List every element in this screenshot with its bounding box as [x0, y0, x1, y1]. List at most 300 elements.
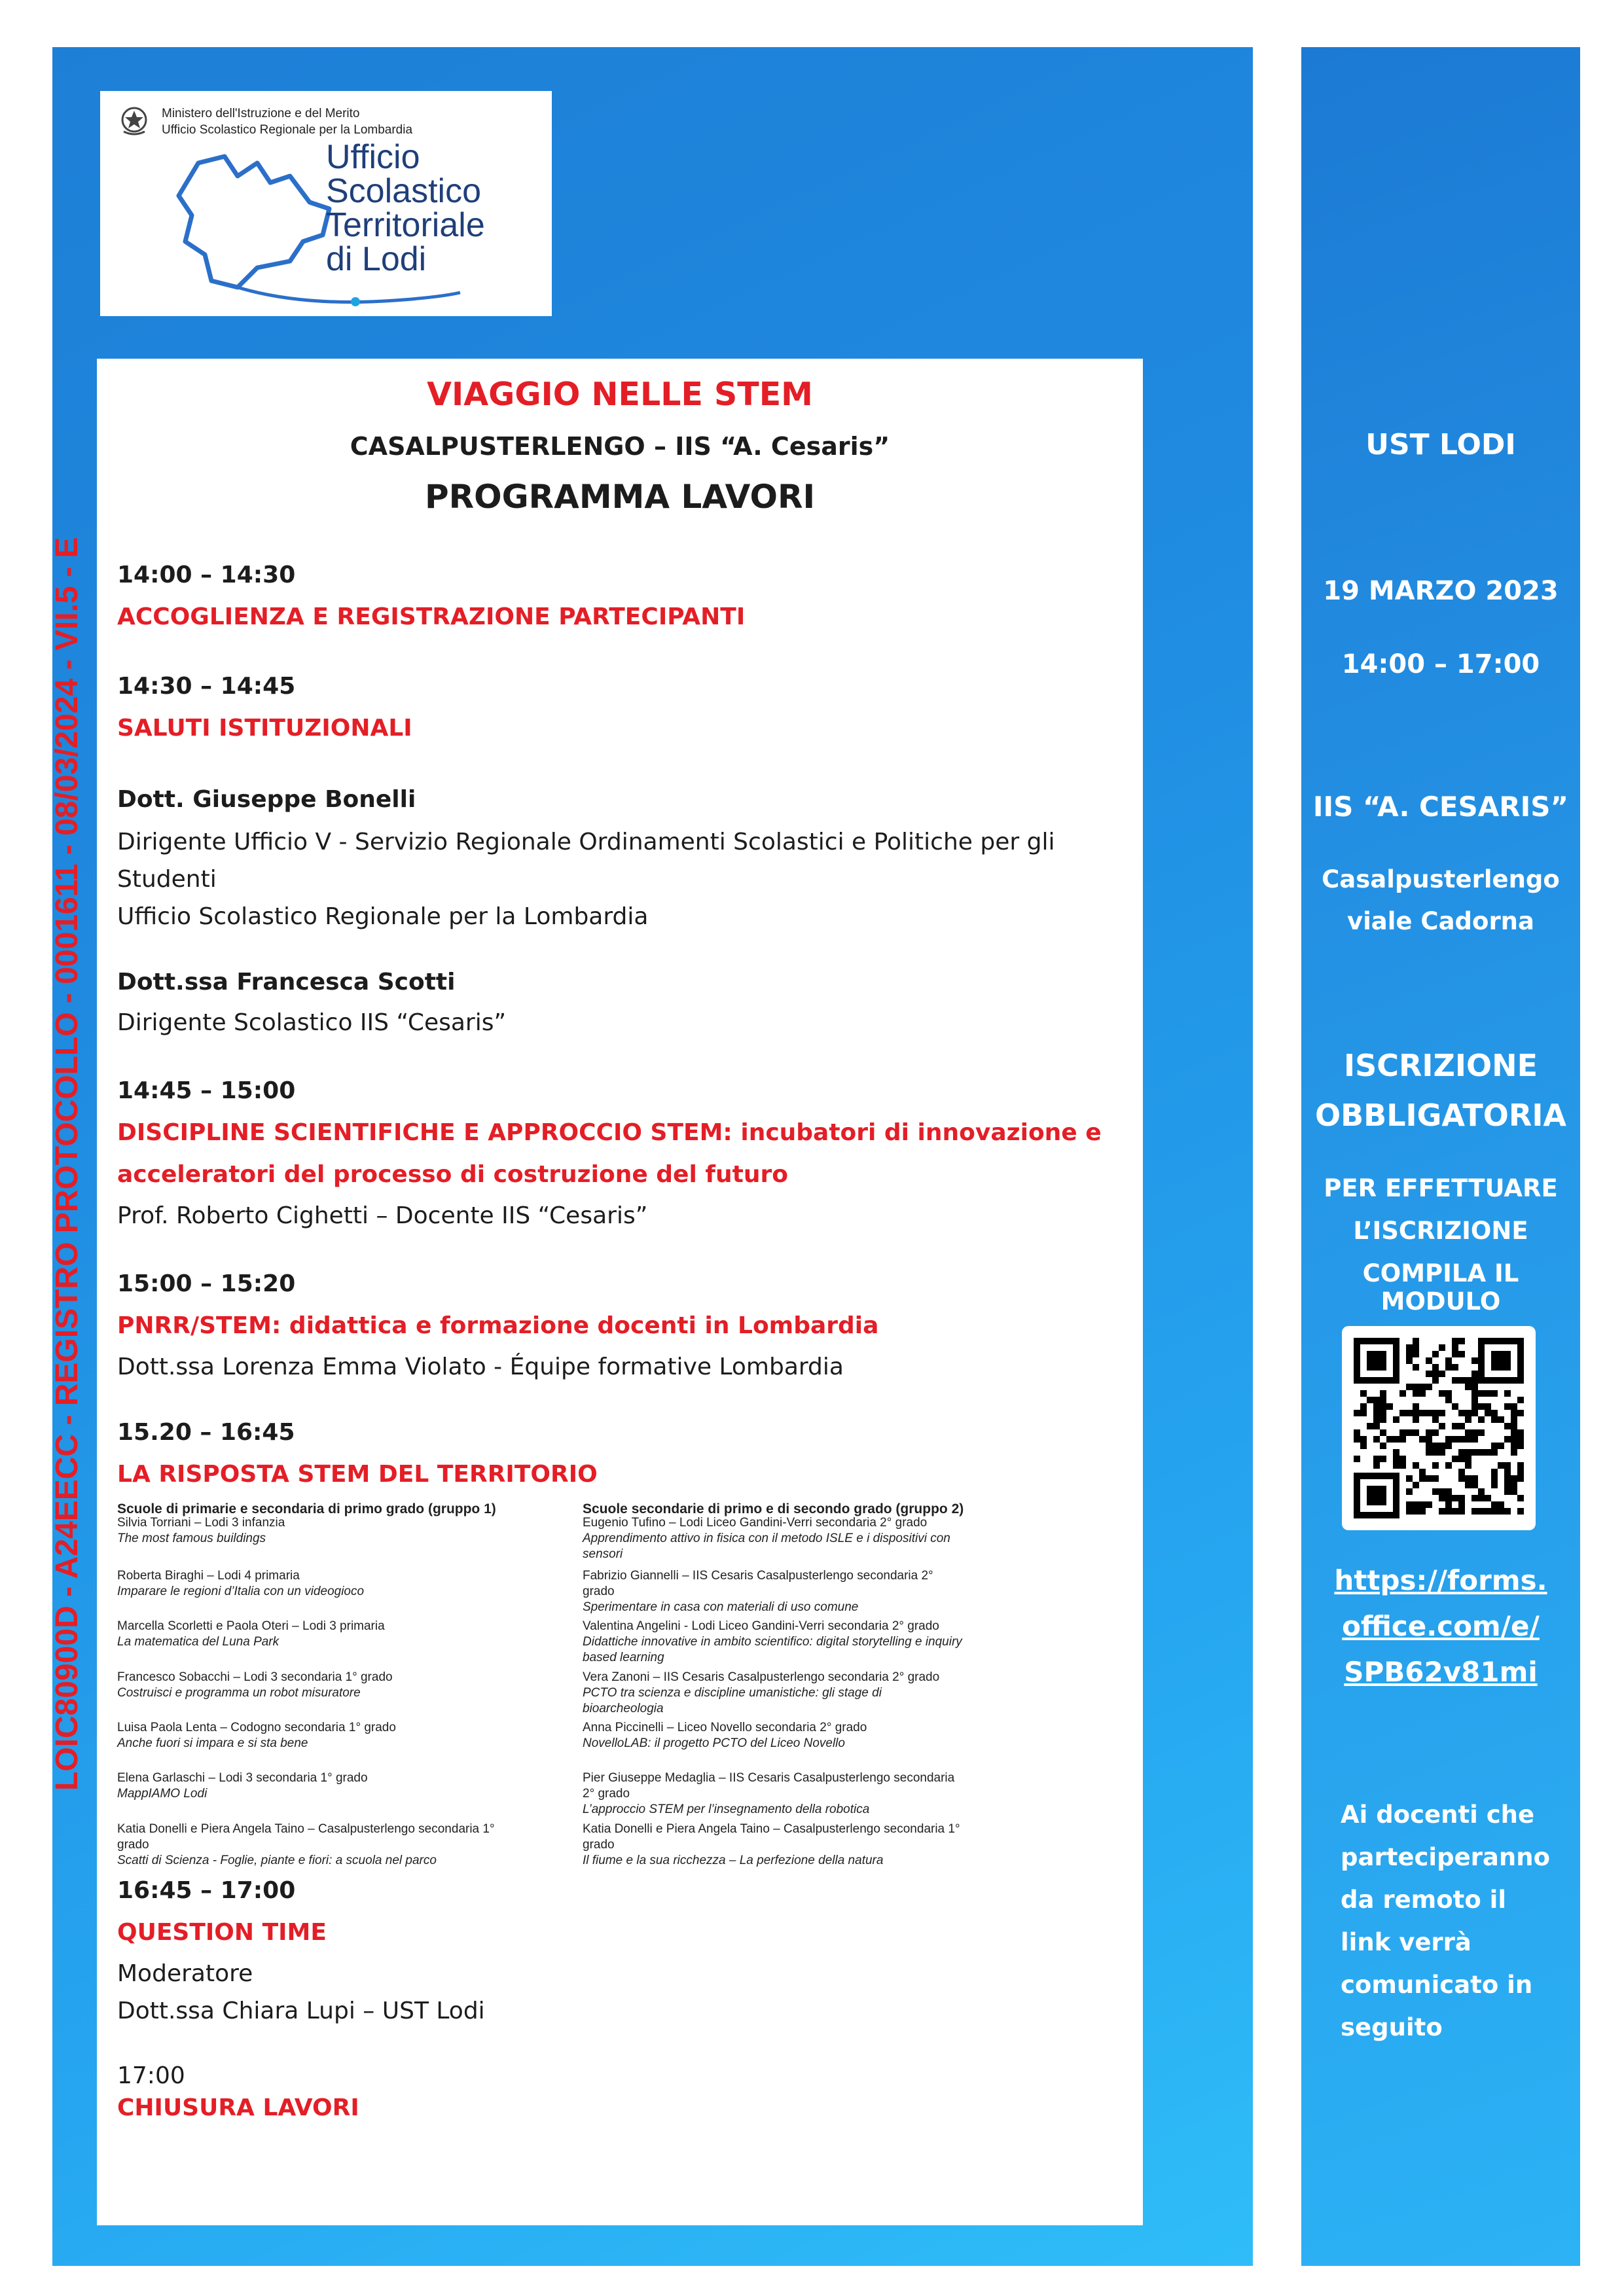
qr-module	[1406, 1475, 1413, 1482]
qr-module	[1406, 1344, 1413, 1351]
qr-module	[1399, 1436, 1406, 1443]
qr-module	[1517, 1397, 1524, 1403]
qr-module	[1498, 1416, 1504, 1423]
qr-module	[1478, 1488, 1485, 1495]
session-title: LA RISPOSTA STEM DEL TERRITORIO	[117, 1461, 598, 1488]
logo-title-line-3: Territoriale	[326, 206, 485, 244]
qr-module	[1485, 1495, 1491, 1501]
qr-module	[1511, 1482, 1517, 1488]
qr-module	[1458, 1423, 1465, 1429]
qr-module	[1373, 1397, 1380, 1403]
qr-module	[1478, 1403, 1485, 1410]
qr-module	[1458, 1377, 1465, 1384]
qr-module	[1445, 1495, 1452, 1501]
qr-module	[1511, 1449, 1517, 1456]
project-title: NovelloLAB: il progetto PCTO del Liceo Novello	[583, 1736, 845, 1750]
qr-module	[1354, 1410, 1360, 1416]
qr-module	[1491, 1449, 1498, 1456]
schools-table	[117, 1501, 1125, 1874]
registration-line-1: ISCRIZIONE	[1343, 1048, 1538, 1083]
qr-module	[1452, 1364, 1458, 1371]
qr-module	[1498, 1501, 1504, 1508]
qr-module	[1373, 1436, 1380, 1443]
qr-module	[1471, 1429, 1478, 1436]
qr-module	[1360, 1443, 1367, 1449]
speaker-role: Studenti	[117, 866, 217, 893]
registration-url-line-1[interactable]: https://forms.	[1334, 1564, 1547, 1596]
qr-module	[1465, 1449, 1471, 1456]
qr-module	[1485, 1403, 1491, 1410]
qr-module	[1445, 1390, 1452, 1397]
project-title: L’approccio STEM per l’insegnamento della robotica	[583, 1803, 870, 1816]
qr-module	[1517, 1443, 1524, 1449]
qr-module	[1419, 1384, 1426, 1390]
school-entry	[583, 1720, 867, 1751]
qr-module	[1465, 1482, 1471, 1488]
qr-module	[1406, 1429, 1413, 1436]
qr-module	[1452, 1403, 1458, 1410]
qr-module	[1419, 1501, 1426, 1508]
qr-module	[1471, 1390, 1478, 1397]
italian-republic-emblem-icon	[120, 104, 149, 137]
school-entry	[117, 1770, 368, 1802]
qr-module	[1432, 1410, 1439, 1416]
speaker-name: Dott. Giuseppe Bonelli	[117, 786, 416, 813]
school-entry	[583, 1515, 964, 1562]
speaker-role: Ufficio Scolastico Regionale per la Lombardia	[117, 903, 649, 930]
session-title: DISCIPLINE SCIENTIFICHE E APPROCCIO STEM: incubatori di innovazione e	[117, 1119, 1102, 1146]
teacher-school: Vera Zanoni – IIS Cesaris Casalpusterlengo secondaria 2° grado	[583, 1670, 940, 1684]
group-2-heading: Scuole secondarie di primo e di secondo grado (gruppo 2)	[583, 1501, 964, 1516]
qr-module	[1511, 1423, 1517, 1429]
qr-module	[1511, 1436, 1517, 1443]
qr-module	[1485, 1449, 1491, 1456]
project-title: La matematica del Luna Park	[117, 1635, 280, 1649]
qr-module	[1491, 1410, 1498, 1416]
project-title: Il fiume e la sua ricchezza – La perfezione della natura	[583, 1854, 884, 1867]
project-title: Costruisci e programma un robot misuratore	[117, 1686, 361, 1700]
logo-title	[326, 140, 485, 276]
qr-module	[1426, 1501, 1432, 1508]
qr-module	[1413, 1482, 1419, 1488]
qr-module	[1439, 1371, 1445, 1377]
qr-module	[1419, 1508, 1426, 1515]
school-entry	[117, 1619, 385, 1650]
qr-module	[1354, 1456, 1360, 1462]
qr-module	[1413, 1351, 1419, 1357]
registration-qr-code[interactable]	[1342, 1326, 1536, 1530]
qr-module	[1426, 1443, 1432, 1449]
session-time: 14:45 – 15:00	[117, 1077, 296, 1104]
speaker-line: Dott.ssa Lorenza Emma Violato - Équipe formative Lombardia	[117, 1354, 844, 1380]
qr-module	[1445, 1357, 1452, 1364]
qr-module	[1471, 1397, 1478, 1403]
session-time: 15.20 – 16:45	[117, 1419, 295, 1446]
qr-module	[1413, 1416, 1419, 1423]
qr-module	[1380, 1390, 1386, 1397]
qr-module	[1406, 1357, 1413, 1364]
remote-note-line: da remoto il	[1341, 1886, 1507, 1914]
qr-module	[1471, 1508, 1478, 1515]
qr-module	[1373, 1403, 1380, 1410]
teacher-school: Elena Garlaschi – Lodi 3 secondaria 1° grado	[117, 1771, 368, 1785]
qr-module	[1478, 1449, 1485, 1456]
page-title: VIAGGIO NELLE STEM	[427, 376, 813, 413]
qr-module	[1432, 1416, 1439, 1423]
speaker-line: Prof. Roberto Cighetti – Docente IIS “Cesaris”	[117, 1202, 648, 1229]
qr-module	[1498, 1462, 1504, 1469]
qr-module	[1354, 1436, 1360, 1443]
qr-module	[1471, 1410, 1478, 1416]
qr-module	[1413, 1364, 1419, 1371]
qr-module	[1504, 1475, 1511, 1482]
qr-module	[1511, 1416, 1517, 1423]
qr-module	[1458, 1508, 1465, 1515]
qr-module	[1413, 1344, 1419, 1351]
qr-module	[1419, 1390, 1426, 1397]
school-entry	[117, 1515, 285, 1547]
qr-module	[1491, 1443, 1498, 1449]
session-time: 14:30 – 14:45	[117, 673, 296, 700]
ust-lodi-logo	[100, 91, 552, 316]
remote-note-line: link verrà	[1341, 1928, 1471, 1956]
qr-module	[1445, 1508, 1452, 1515]
remote-note-line: parteciperanno	[1341, 1843, 1550, 1871]
qr-module	[1432, 1462, 1439, 1469]
qr-module	[1413, 1501, 1419, 1508]
qr-module	[1406, 1384, 1413, 1390]
ministry-line-2: Ufficio Scolastico Regionale per la Lombardia	[162, 123, 413, 137]
qr-module	[1452, 1508, 1458, 1515]
qr-module	[1452, 1351, 1458, 1357]
qr-module	[1511, 1403, 1517, 1410]
qr-module	[1393, 1416, 1399, 1423]
teacher-school: Pier Giuseppe Medaglia – IIS Cesaris Casalpusterlengo secondaria 2° grado	[583, 1771, 955, 1801]
qr-module	[1458, 1501, 1465, 1508]
school-entry	[583, 1568, 964, 1615]
qr-module	[1380, 1429, 1386, 1436]
school-entry	[117, 1821, 496, 1869]
teacher-school: Eugenio Tufino – Lodi Liceo Gandini-Verri secondaria 2° grado	[583, 1516, 928, 1530]
qr-module	[1439, 1488, 1445, 1495]
qr-module	[1373, 1423, 1380, 1429]
qr-module	[1491, 1469, 1498, 1475]
qr-module	[1373, 1462, 1380, 1469]
qr-module	[1504, 1423, 1511, 1429]
qr-module	[1471, 1449, 1478, 1456]
speaker-role: Dirigente Scolastico IIS “Cesaris”	[117, 1009, 507, 1036]
qr-module	[1432, 1377, 1439, 1384]
qr-module	[1426, 1410, 1432, 1416]
qr-module	[1452, 1338, 1458, 1344]
protocol-stamp: LOIC80900D - A24EECC - REGISTRO PROTOCOLLO - 0001611 - 08/03/2024 - VII.5 - E	[50, 537, 84, 1791]
qr-module	[1426, 1449, 1432, 1456]
qr-module	[1504, 1462, 1511, 1469]
qr-module	[1458, 1456, 1465, 1462]
project-title: Anche fuori si impara e si sta bene	[117, 1736, 308, 1750]
qr-module	[1504, 1469, 1511, 1475]
remote-note-line: comunicato in	[1341, 1971, 1533, 1999]
qr-module	[1517, 1508, 1524, 1515]
qr-module	[1413, 1462, 1419, 1469]
school-entry	[583, 1821, 964, 1869]
school-entry	[117, 1670, 393, 1701]
remote-note-line: seguito	[1341, 2013, 1443, 2041]
qr-module	[1478, 1495, 1485, 1501]
logo-title-line-1: Ufficio	[326, 138, 420, 176]
teacher-school: Silvia Torriani – Lodi 3 infanzia	[117, 1516, 285, 1530]
qr-module	[1386, 1436, 1393, 1443]
session-title: acceleratori del processo di costruzione del futuro	[117, 1161, 788, 1188]
qr-module	[1432, 1364, 1439, 1371]
qr-module	[1478, 1390, 1485, 1397]
qr-module	[1485, 1508, 1491, 1515]
qr-module	[1419, 1436, 1426, 1443]
qr-module	[1413, 1410, 1419, 1416]
qr-module	[1471, 1371, 1478, 1377]
qr-module	[1471, 1357, 1478, 1364]
qr-module	[1504, 1508, 1511, 1515]
qr-module	[1491, 1390, 1498, 1397]
qr-module	[1445, 1462, 1452, 1469]
qr-module	[1517, 1469, 1524, 1475]
qr-module	[1439, 1423, 1445, 1429]
sidebar-org: UST LODI	[1365, 428, 1516, 461]
project-title: Sperimentare in casa con materiali di uso comune	[583, 1600, 859, 1614]
school-entry	[583, 1670, 964, 1717]
qr-module	[1471, 1475, 1478, 1482]
qr-module	[1406, 1508, 1413, 1515]
qr-module	[1452, 1456, 1458, 1462]
qr-module	[1432, 1475, 1439, 1482]
qr-module	[1439, 1508, 1445, 1515]
qr-module	[1478, 1429, 1485, 1436]
qr-module	[1354, 1429, 1360, 1436]
program-card	[97, 359, 1143, 2225]
session-time: 14:00 – 14:30	[117, 562, 296, 588]
qr-module	[1380, 1456, 1386, 1462]
qr-module	[1399, 1429, 1406, 1436]
qr-module	[1419, 1469, 1426, 1475]
qr-module	[1432, 1429, 1439, 1436]
qr-module	[1406, 1351, 1413, 1357]
qr-module	[1471, 1384, 1478, 1390]
group-1-heading: Scuole di primarie e secondaria di primo grado (gruppo 1)	[117, 1501, 496, 1516]
qr-module	[1373, 1456, 1380, 1462]
qr-module	[1413, 1384, 1419, 1390]
qr-module	[1399, 1410, 1406, 1416]
session-title: PNRR/STEM: didattica e formazione docenti in Lombardia	[117, 1312, 879, 1339]
qr-module	[1419, 1475, 1426, 1482]
school-entry	[583, 1619, 964, 1666]
event-date: 19 MARZO 2023	[1323, 576, 1559, 606]
project-title: Didattiche innovative in ambito scientifico: digital storytelling e inquiry based learning	[583, 1635, 962, 1664]
school-entry	[117, 1720, 396, 1751]
qr-module	[1439, 1449, 1445, 1456]
qr-module	[1452, 1436, 1458, 1443]
qr-module	[1452, 1423, 1458, 1429]
school-entry	[117, 1568, 364, 1600]
qr-module	[1465, 1456, 1471, 1462]
qr-module	[1432, 1488, 1439, 1495]
qr-module	[1478, 1416, 1485, 1423]
ministry-line-1: Ministero dell'Istruzione e del Merito	[162, 107, 360, 120]
qr-module	[1399, 1456, 1406, 1462]
qr-module	[1380, 1410, 1386, 1416]
teacher-school: Katia Donelli e Piera Angela Taino – Casalpusterlengo secondaria 1° grado	[117, 1822, 495, 1852]
qr-module	[1465, 1436, 1471, 1443]
event-hours: 14:00 – 17:00	[1341, 649, 1540, 679]
qr-module	[1380, 1416, 1386, 1423]
qr-module	[1517, 1475, 1524, 1482]
speaker-line: Dott.ssa Chiara Lupi – UST Lodi	[117, 1998, 485, 2024]
qr-module	[1426, 1429, 1432, 1436]
logo-title-line-4: di Lodi	[326, 240, 427, 278]
school-entry	[583, 1770, 964, 1818]
qr-module	[1458, 1351, 1465, 1357]
qr-module	[1373, 1410, 1380, 1416]
qr-code-icon	[1342, 1326, 1536, 1530]
qr-module	[1380, 1397, 1386, 1403]
qr-module	[1439, 1410, 1445, 1416]
qr-module	[1432, 1351, 1439, 1357]
qr-module	[1458, 1469, 1465, 1475]
qr-module	[1465, 1377, 1471, 1384]
qr-module	[1491, 1508, 1498, 1515]
qr-module	[1445, 1397, 1452, 1403]
project-title: MappIAMO Lodi	[117, 1787, 208, 1801]
qr-module	[1517, 1436, 1524, 1443]
qr-module	[1393, 1462, 1399, 1469]
qr-module	[1426, 1436, 1432, 1443]
qr-module	[1504, 1403, 1511, 1410]
qr-module	[1439, 1443, 1445, 1449]
qr-module	[1458, 1449, 1465, 1456]
qr-module	[1445, 1488, 1452, 1495]
program-heading: PROGRAMMA LAVORI	[424, 478, 816, 516]
project-title: Apprendimento attivo in fisica con il metodo ISLE e i dispositivi con sensori	[583, 1532, 950, 1561]
qr-module	[1380, 1403, 1386, 1410]
qr-module	[1452, 1377, 1458, 1384]
qr-module	[1465, 1475, 1471, 1482]
session-time: 15:00 – 15:20	[117, 1270, 296, 1297]
qr-module	[1413, 1403, 1419, 1410]
ministry-caption	[162, 105, 412, 138]
qr-module	[1465, 1416, 1471, 1423]
session-title: ACCOGLIENZA E REGISTRAZIONE PARTECIPANTI	[117, 603, 746, 630]
qr-module	[1426, 1384, 1432, 1390]
qr-module	[1511, 1429, 1517, 1436]
qr-module	[1426, 1371, 1432, 1377]
qr-module	[1485, 1390, 1491, 1397]
qr-module	[1458, 1475, 1465, 1482]
qr-module	[1432, 1443, 1439, 1449]
logo-title-line-2: Scolastico	[326, 172, 481, 210]
qr-module	[1471, 1403, 1478, 1410]
group-2-column	[583, 1501, 964, 1867]
qr-module	[1360, 1390, 1367, 1397]
qr-module	[1504, 1436, 1511, 1443]
session-time: 17:00	[117, 2062, 185, 2089]
qr-module	[1406, 1501, 1413, 1508]
qr-module	[1491, 1475, 1498, 1482]
instruction-line-3: COMPILA IL MODULO	[1362, 1259, 1519, 1316]
venue-street: viale Cadorna	[1346, 907, 1534, 935]
venue-city: Casalpusterlengo	[1322, 865, 1560, 893]
qr-module	[1439, 1390, 1445, 1397]
teacher-school: Anna Piccinelli – Liceo Novello secondaria 2° grado	[583, 1721, 867, 1734]
qr-module	[1426, 1357, 1432, 1364]
qr-module	[1471, 1495, 1478, 1501]
qr-module	[1419, 1410, 1426, 1416]
teacher-school: Valentina Angelini - Lodi Liceo Gandini-Verri secondaria 2° grado	[583, 1619, 939, 1633]
instruction-line-2: L’ISCRIZIONE	[1353, 1217, 1528, 1245]
qr-module	[1413, 1508, 1419, 1515]
qr-module	[1426, 1475, 1432, 1482]
teacher-school: Francesco Sobacchi – Lodi 3 secondaria 1° grado	[117, 1670, 393, 1684]
qr-module	[1360, 1410, 1367, 1416]
teacher-school: Katia Donelli e Piera Angela Taino – Casalpusterlengo secondaria 1° grado	[583, 1822, 960, 1852]
registration-url-line-2[interactable]: office.com/e/	[1342, 1610, 1540, 1642]
qr-module	[1386, 1403, 1393, 1410]
qr-module	[1511, 1443, 1517, 1449]
qr-module	[1458, 1410, 1465, 1416]
qr-module	[1498, 1508, 1504, 1515]
project-title: The most famous buildings	[117, 1532, 266, 1545]
qr-module	[1445, 1443, 1452, 1449]
qr-module	[1511, 1475, 1517, 1482]
qr-module	[1517, 1462, 1524, 1469]
qr-module	[1458, 1338, 1465, 1344]
instruction-line-1: PER EFFETTUARE	[1324, 1174, 1558, 1202]
registration-line-2: OBBLIGATORIA	[1314, 1098, 1567, 1133]
speaker-role: Dirigente Ufficio V - Servizio Regionale Ordinamenti Scolastici e Politiche per gli	[117, 829, 1055, 855]
qr-module	[1471, 1377, 1478, 1384]
qr-module	[1458, 1495, 1465, 1501]
qr-module	[1445, 1501, 1452, 1508]
qr-module	[1498, 1443, 1504, 1449]
qr-module	[1517, 1495, 1524, 1501]
qr-module	[1445, 1364, 1452, 1371]
registration-url-line-3[interactable]: SPB62v81mi	[1344, 1656, 1538, 1688]
qr-module	[1399, 1390, 1406, 1397]
qr-module	[1393, 1449, 1399, 1456]
speaker-name: Dott.ssa Francesca Scotti	[117, 969, 456, 996]
qr-module	[1367, 1423, 1373, 1429]
qr-module	[1504, 1390, 1511, 1397]
qr-module	[1393, 1456, 1399, 1462]
project-title: PCTO tra scienza e discipline umanistiche: gli stage di bioarcheologia	[583, 1686, 882, 1715]
qr-module	[1485, 1410, 1491, 1416]
qr-module	[1511, 1488, 1517, 1495]
qr-module	[1432, 1371, 1439, 1377]
qr-module	[1393, 1436, 1399, 1443]
remote-note	[1341, 1793, 1550, 2049]
teacher-school: Roberta Biraghi – Lodi 4 primaria	[117, 1569, 300, 1583]
qr-module	[1406, 1488, 1413, 1495]
qr-module	[1406, 1410, 1413, 1416]
qr-module	[1360, 1403, 1367, 1410]
qr-module	[1413, 1390, 1419, 1397]
qr-module	[1439, 1344, 1445, 1351]
qr-module	[1452, 1344, 1458, 1351]
event-venue: CASALPUSTERLENGO – IIS “A. Cesaris”	[350, 432, 890, 461]
group-1-column	[117, 1501, 496, 1867]
qr-module	[1478, 1508, 1485, 1515]
teacher-school: Fabrizio Giannelli – IIS Cesaris Casalpusterlengo secondaria 2° grado	[583, 1569, 933, 1598]
qr-module	[1445, 1436, 1452, 1443]
session-time: 16:45 – 17:00	[117, 1877, 296, 1904]
